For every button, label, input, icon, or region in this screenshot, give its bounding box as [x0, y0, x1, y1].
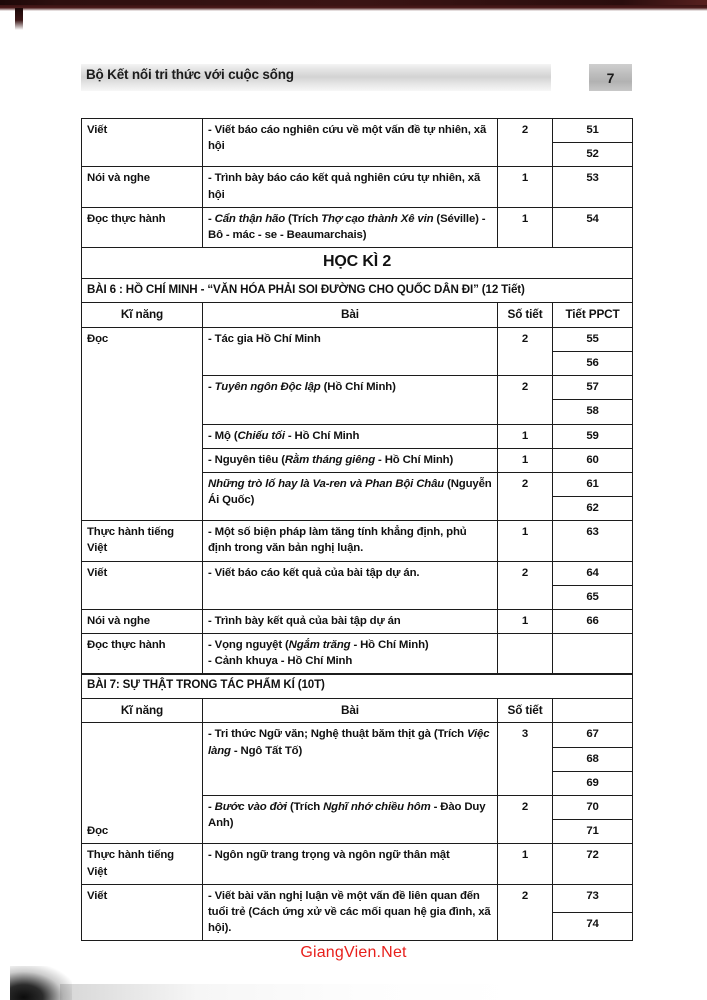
cell-skill: Viết — [82, 561, 203, 609]
cell-count: 2 — [498, 327, 553, 375]
unit6-title: BÀI 6 : HỒ CHÍ MINH - “VĂN HÓA PHẢI SOI ĐƯỜNG CHO QUỐC DÂN ĐI” (12 Tiết) — [82, 278, 633, 302]
unit7-title: BÀI 7: SỰ THẬT TRONG TÁC PHẨM KÍ (10T) — [82, 674, 633, 698]
cell-ppct: 64 — [553, 561, 633, 585]
cell-ppct: 69 — [553, 771, 633, 795]
cell-count: 2 — [498, 796, 553, 844]
site-watermark: GiangVien.Net — [300, 944, 407, 961]
cell-lesson: - Bước vào đời (Trích Nghĩ nhớ chiều hôm - Đào Duy Anh) — [203, 796, 498, 844]
table-unit7 — [81, 673, 633, 941]
scan-smudge-bottom — [10, 966, 72, 1000]
cell-count: 2 — [498, 376, 553, 424]
cell-skill: Thực hành tiếng Việt — [82, 521, 203, 561]
cell-ppct: 56 — [553, 351, 633, 375]
cell-lesson: - Tri thức Ngữ văn; Nghệ thuật băm thịt gà (Trích Việc làng - Ngô Tất Tố) — [203, 723, 498, 796]
cell-skill: Đọc — [82, 723, 203, 844]
cell-count: 2 — [498, 119, 553, 167]
cell-ppct: 66 — [553, 610, 633, 634]
running-head — [81, 64, 632, 91]
page-number-box — [589, 64, 632, 91]
cell-count: 2 — [498, 884, 553, 941]
cell-count: 1 — [498, 610, 553, 634]
header-lesson: Bài — [203, 303, 498, 328]
cell-skill: Nói và nghe — [82, 167, 203, 207]
table-row — [82, 119, 633, 143]
cell-ppct: 65 — [553, 585, 633, 609]
table-row — [82, 561, 633, 585]
cell-ppct: 68 — [553, 747, 633, 771]
cell-lesson: Những trò lố hay là Va-ren và Phan Bội Châu (Nguyễn Ái Quốc) — [203, 472, 498, 520]
cell-count — [498, 634, 553, 674]
scan-smudge-edge — [60, 984, 520, 1000]
unit-title-row — [82, 674, 633, 698]
semester-banner: HỌC KÌ 2 — [82, 247, 633, 278]
table-row — [82, 634, 633, 674]
cell-lesson: - Cẩn thận hão (Trích Thợ cạo thành Xê vin (Séville) - Bô - mác - se - Beaumarchais) — [203, 207, 498, 247]
header-skill: Kĩ năng — [82, 698, 203, 723]
cell-ppct: 61 — [553, 472, 633, 496]
cell-count: 1 — [498, 167, 553, 207]
table-row — [82, 723, 633, 747]
table-row — [82, 521, 633, 561]
cell-ppct: 55 — [553, 327, 633, 351]
table-row — [82, 844, 633, 884]
cell-ppct: 52 — [553, 143, 633, 167]
cell-ppct: 63 — [553, 521, 633, 561]
cell-ppct: 53 — [553, 167, 633, 207]
cell-lesson: - Viết bài văn nghị luận về một vấn đề liên quan đến tuổi trẻ (Cách ứng xử về các mối quan hệ gia đình, xã hội). — [203, 884, 498, 941]
cell-count: 2 — [498, 561, 553, 609]
cell-skill: Thực hành tiếng Việt — [82, 844, 203, 884]
cell-lesson: - Trình bày kết quả của bài tập dự án — [203, 610, 498, 634]
running-head-title: Bộ Kết nối tri thức với cuộc sống — [86, 67, 294, 82]
column-header-row — [82, 303, 633, 328]
header-ppct — [553, 698, 633, 723]
cell-lesson: - Viết báo cáo nghiên cứu về một vấn đề tự nhiên, xã hội — [203, 119, 498, 167]
cell-ppct: 51 — [553, 119, 633, 143]
table-row — [82, 884, 633, 912]
semester-banner-row — [82, 247, 633, 278]
cell-count: 3 — [498, 723, 553, 796]
cell-ppct: 54 — [553, 207, 633, 247]
cell-ppct: 57 — [553, 376, 633, 400]
cell-ppct: 58 — [553, 400, 633, 424]
cell-ppct: 67 — [553, 723, 633, 747]
table-row — [82, 327, 633, 351]
cell-lesson: - Mộ (Chiếu tối - Hồ Chí Minh — [203, 424, 498, 448]
cell-ppct: 72 — [553, 844, 633, 884]
cell-skill: Viết — [82, 884, 203, 941]
cell-ppct — [553, 634, 633, 674]
cell-ppct: 73 — [553, 884, 633, 912]
cell-lesson: - Ngôn ngữ trang trọng và ngôn ngữ thân mật — [203, 844, 498, 884]
scan-edge-top — [0, 0, 707, 11]
cell-ppct: 62 — [553, 497, 633, 521]
cell-skill: Đọc thực hành — [82, 634, 203, 674]
table-row — [82, 207, 633, 247]
cell-lesson: - Vọng nguyệt (Ngắm trăng - Hồ Chí Minh) - Cảnh khuya - Hồ Chí Minh — [203, 634, 498, 674]
cell-count: 1 — [498, 207, 553, 247]
content-sheet — [81, 118, 632, 941]
cell-count: 1 — [498, 844, 553, 884]
table-continued — [81, 118, 633, 248]
cell-count: 1 — [498, 424, 553, 448]
cell-lesson: - Tác gia Hồ Chí Minh — [203, 327, 498, 375]
scan-edge-nick — [15, 8, 23, 30]
cell-skill: Đọc — [82, 327, 203, 521]
cell-lesson: - Một số biện pháp làm tăng tính khẳng định, phủ định trong văn bản nghị luận. — [203, 521, 498, 561]
cell-lesson: - Nguyên tiêu (Rằm tháng giêng - Hồ Chí Minh) — [203, 448, 498, 472]
table-row — [82, 610, 633, 634]
unit-title-row — [82, 278, 633, 302]
cell-ppct: 71 — [553, 820, 633, 844]
cell-skill: Viết — [82, 119, 203, 167]
cell-count: 1 — [498, 448, 553, 472]
header-skill: Kĩ năng — [82, 303, 203, 328]
header-count: Số tiết — [498, 303, 553, 328]
cell-count: 1 — [498, 521, 553, 561]
table-row — [82, 167, 633, 207]
table-unit6 — [81, 247, 633, 675]
cell-lesson: - Tuyên ngôn Độc lập (Hồ Chí Minh) — [203, 376, 498, 424]
header-ppct: Tiết PPCT — [553, 303, 633, 328]
page-number: 7 — [606, 69, 615, 86]
cell-skill: Nói và nghe — [82, 610, 203, 634]
column-header-row — [82, 698, 633, 723]
header-count: Số tiết — [498, 698, 553, 723]
cell-skill: Đọc thực hành — [82, 207, 203, 247]
cell-lesson: - Trình bày báo cáo kết quả nghiên cứu tự nhiên, xã hội — [203, 167, 498, 207]
header-lesson: Bài — [203, 698, 498, 723]
cell-ppct: 74 — [553, 913, 633, 941]
cell-ppct: 60 — [553, 448, 633, 472]
cell-ppct: 59 — [553, 424, 633, 448]
cell-lesson: - Viết báo cáo kết quả của bài tập dự án. — [203, 561, 498, 609]
cell-count: 2 — [498, 472, 553, 520]
cell-ppct: 70 — [553, 796, 633, 820]
